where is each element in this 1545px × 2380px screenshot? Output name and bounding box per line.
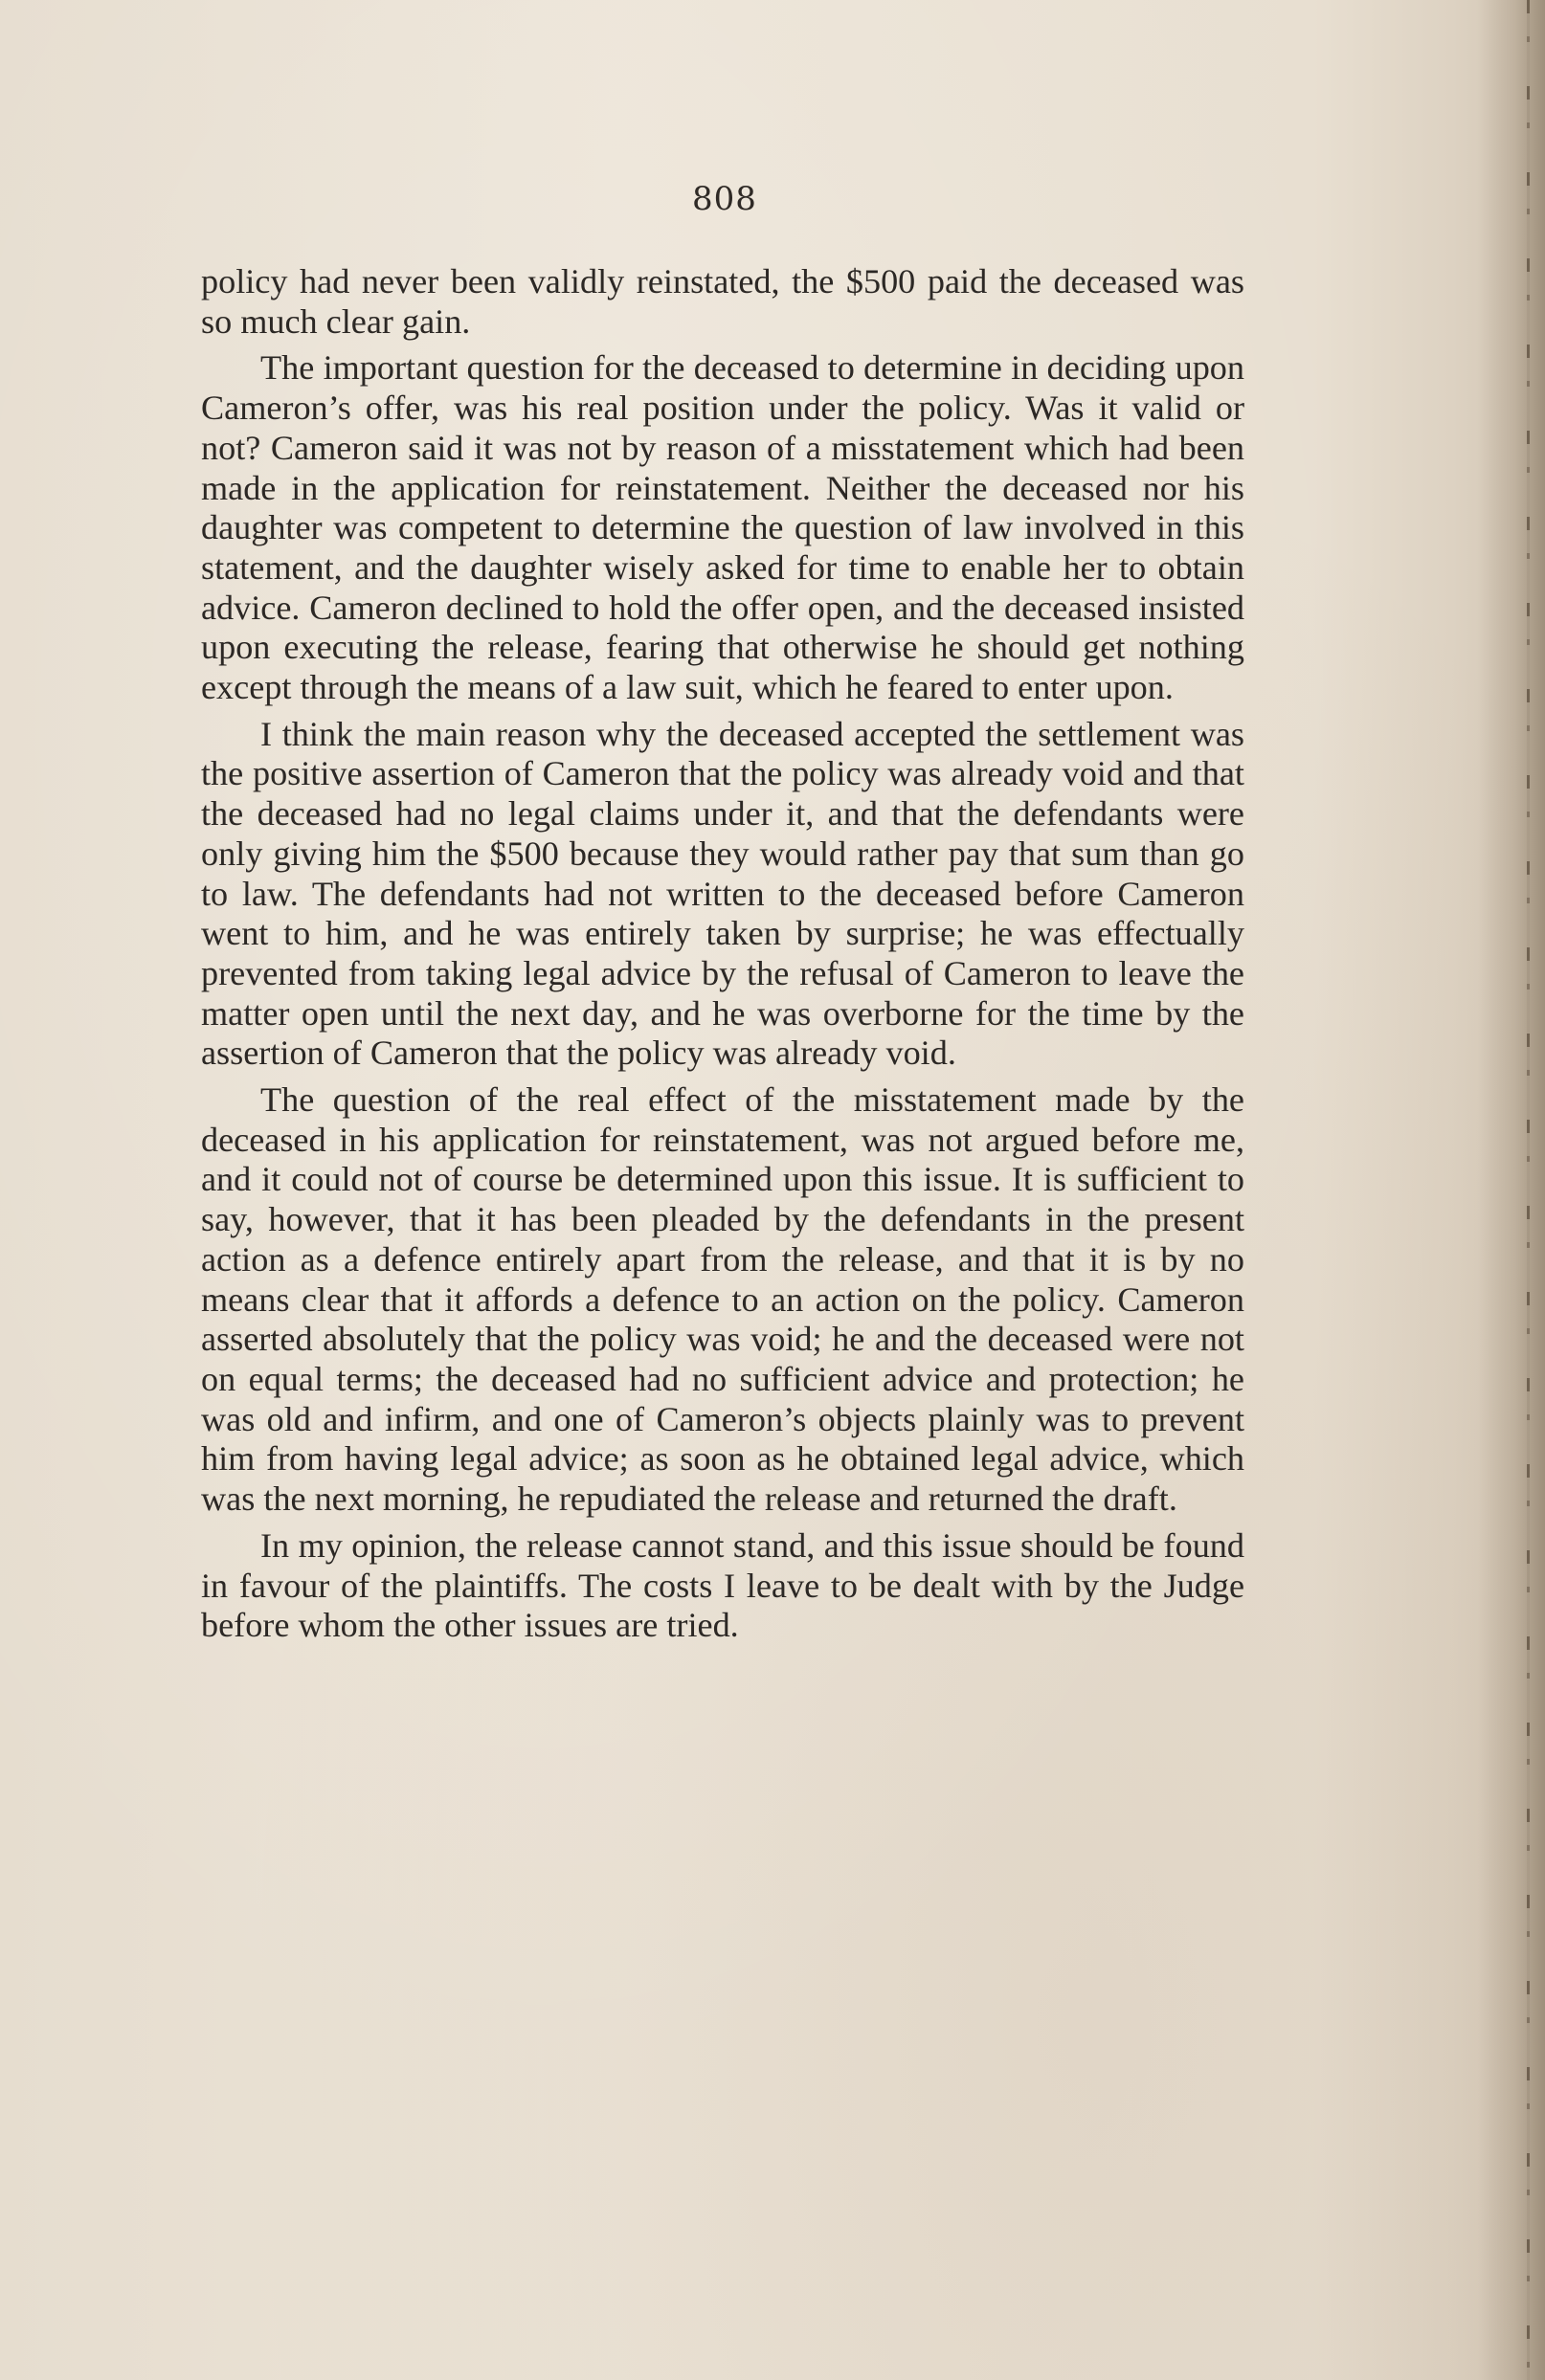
paragraph: The important question for the deceased to determine in deciding upon Cameron’s offer, was his real position under the policy. Was it valid or not? Cameron said it was not by reason of a misstatement which had been made in the application for reinstatement. Neither the deceased nor his daughter was competent to determine the question of law involved in this statement, and the daughter wisely asked for time to enable her to obtain advice. Cameron declined to hold the offer open, and the deceased insisted upon executing the release, fearing that otherwise he should get nothing except through the means of a law suit, which he feared to enter upon.	[201, 348, 1244, 707]
binding-edge	[1527, 0, 1530, 2380]
paragraph: The question of the real effect of the misstatement made by the deceased in his application for reinstatement, was not argued before me, and it could not of course be determined upon this issue. It is sufficient to say, however, that it has been pleaded by the defendants in the present action as a defence entirely apart from the release, and that it is by no means clear that it affords a defence to an action on the policy. Cameron asserted absolutely that the policy was void; he and the deceased were not on equal terms; the deceased had no sufficient advice and protection; he was old and infirm, and one of Cameron’s objects plainly was to prevent him from having legal advice; as soon as he obtained legal advice, which was the next morning, he repudiated the release and returned the draft.	[201, 1080, 1244, 1519]
paragraph: I think the main reason why the deceased accepted the settlement was the positive assertion of Cameron that the policy was already void and that the deceased had no legal claims under it, and that the defendants were only giving him the $500 because they would rather pay that sum than go to law. The defendants had not written to the deceased before Cameron went to him, and he was entirely taken by surprise; he was effectually prevented from taking legal advice by the refusal of Cameron to leave the matter open until the next day, and he was overborne for the time by the assertion of Cameron that the policy was already void.	[201, 714, 1244, 1073]
paragraph: In my opinion, the release cannot stand, and this issue should be found in favour of the plaintiffs. The costs I leave to be dealt with by the Judge before whom the other issues are tried.	[201, 1525, 1244, 1645]
body-text	[201, 262, 1244, 1653]
paragraph-continuation: policy had never been validly reinstated, the $500 paid the deceased was so much clear gain.	[201, 262, 1244, 341]
page-gutter-shadow	[1478, 0, 1545, 2380]
page-number: 808	[692, 180, 757, 218]
